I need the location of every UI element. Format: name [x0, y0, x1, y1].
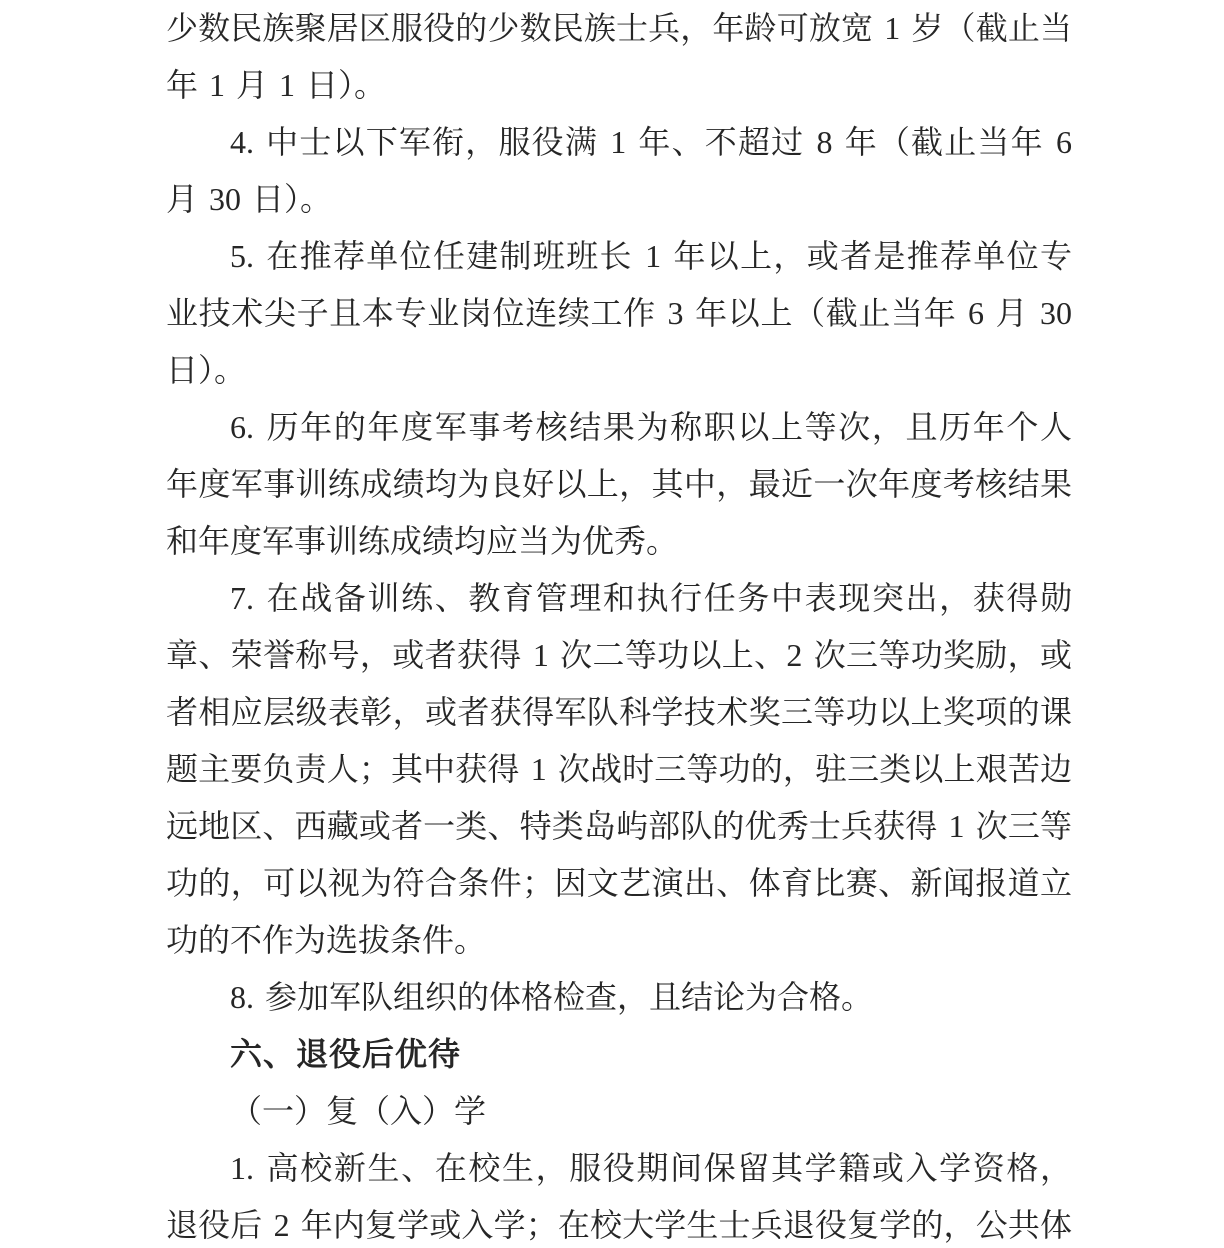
text-line: 1. 高校新生、在校生，服役期间保留其学籍或入学资格，: [230, 1150, 1072, 1186]
text-line: 业技术尖子且本专业岗位连续工作 3 年以上（截止当年 6 月 30: [166, 295, 1072, 331]
text-line: 功的，可以视为符合条件；因文艺演出、体育比赛、新闻报道立: [166, 865, 1072, 901]
text-line: 少数民族聚居区服役的少数民族士兵，年龄可放宽 1 岁（截止当: [166, 10, 1072, 46]
text-line: 退役后 2 年内复学或入学；在校大学生士兵退役复学的，公共体: [166, 1207, 1072, 1243]
text-line: （一）复（入）学: [230, 1093, 487, 1129]
text-line: 7. 在战备训练、教育管理和执行任务中表现突出，获得勋: [230, 580, 1072, 616]
text-line: 年度军事训练成绩均为良好以上，其中，最近一次年度考核结果: [166, 466, 1072, 502]
text-line: 年 1 月 1 日）。: [166, 67, 387, 103]
text-line: 4. 中士以下军衔，服役满 1 年、不超过 8 年（截止当年 6: [230, 124, 1072, 160]
document-body: [166, 0, 1072, 1248]
text-line: 日）。: [166, 352, 247, 388]
section-heading: 六、退役后优待: [230, 1036, 462, 1072]
text-line: 6. 历年的年度军事考核结果为称职以上等次，且历年个人: [230, 409, 1072, 445]
text-line: 远地区、西藏或者一类、特类岛屿部队的优秀士兵获得 1 次三等: [166, 808, 1072, 844]
text-line: 者相应层级表彰，或者获得军队科学技术奖三等功以上奖项的课: [166, 694, 1072, 730]
text-line: 8. 参加军队组织的体格检查，且结论为合格。: [230, 979, 874, 1015]
text-line: 月 30 日）。: [166, 181, 333, 217]
text-line: 章、荣誉称号，或者获得 1 次二等功以上、2 次三等功奖励，或: [166, 637, 1072, 673]
text-line: 5. 在推荐单位任建制班班长 1 年以上，或者是推荐单位专: [230, 238, 1072, 274]
text-line: 功的不作为选拔条件。: [166, 922, 487, 958]
text-line: 题主要负责人；其中获得 1 次战时三等功的，驻三类以上艰苦边: [166, 751, 1072, 787]
text-line: 和年度军事训练成绩均应当为优秀。: [166, 523, 679, 559]
